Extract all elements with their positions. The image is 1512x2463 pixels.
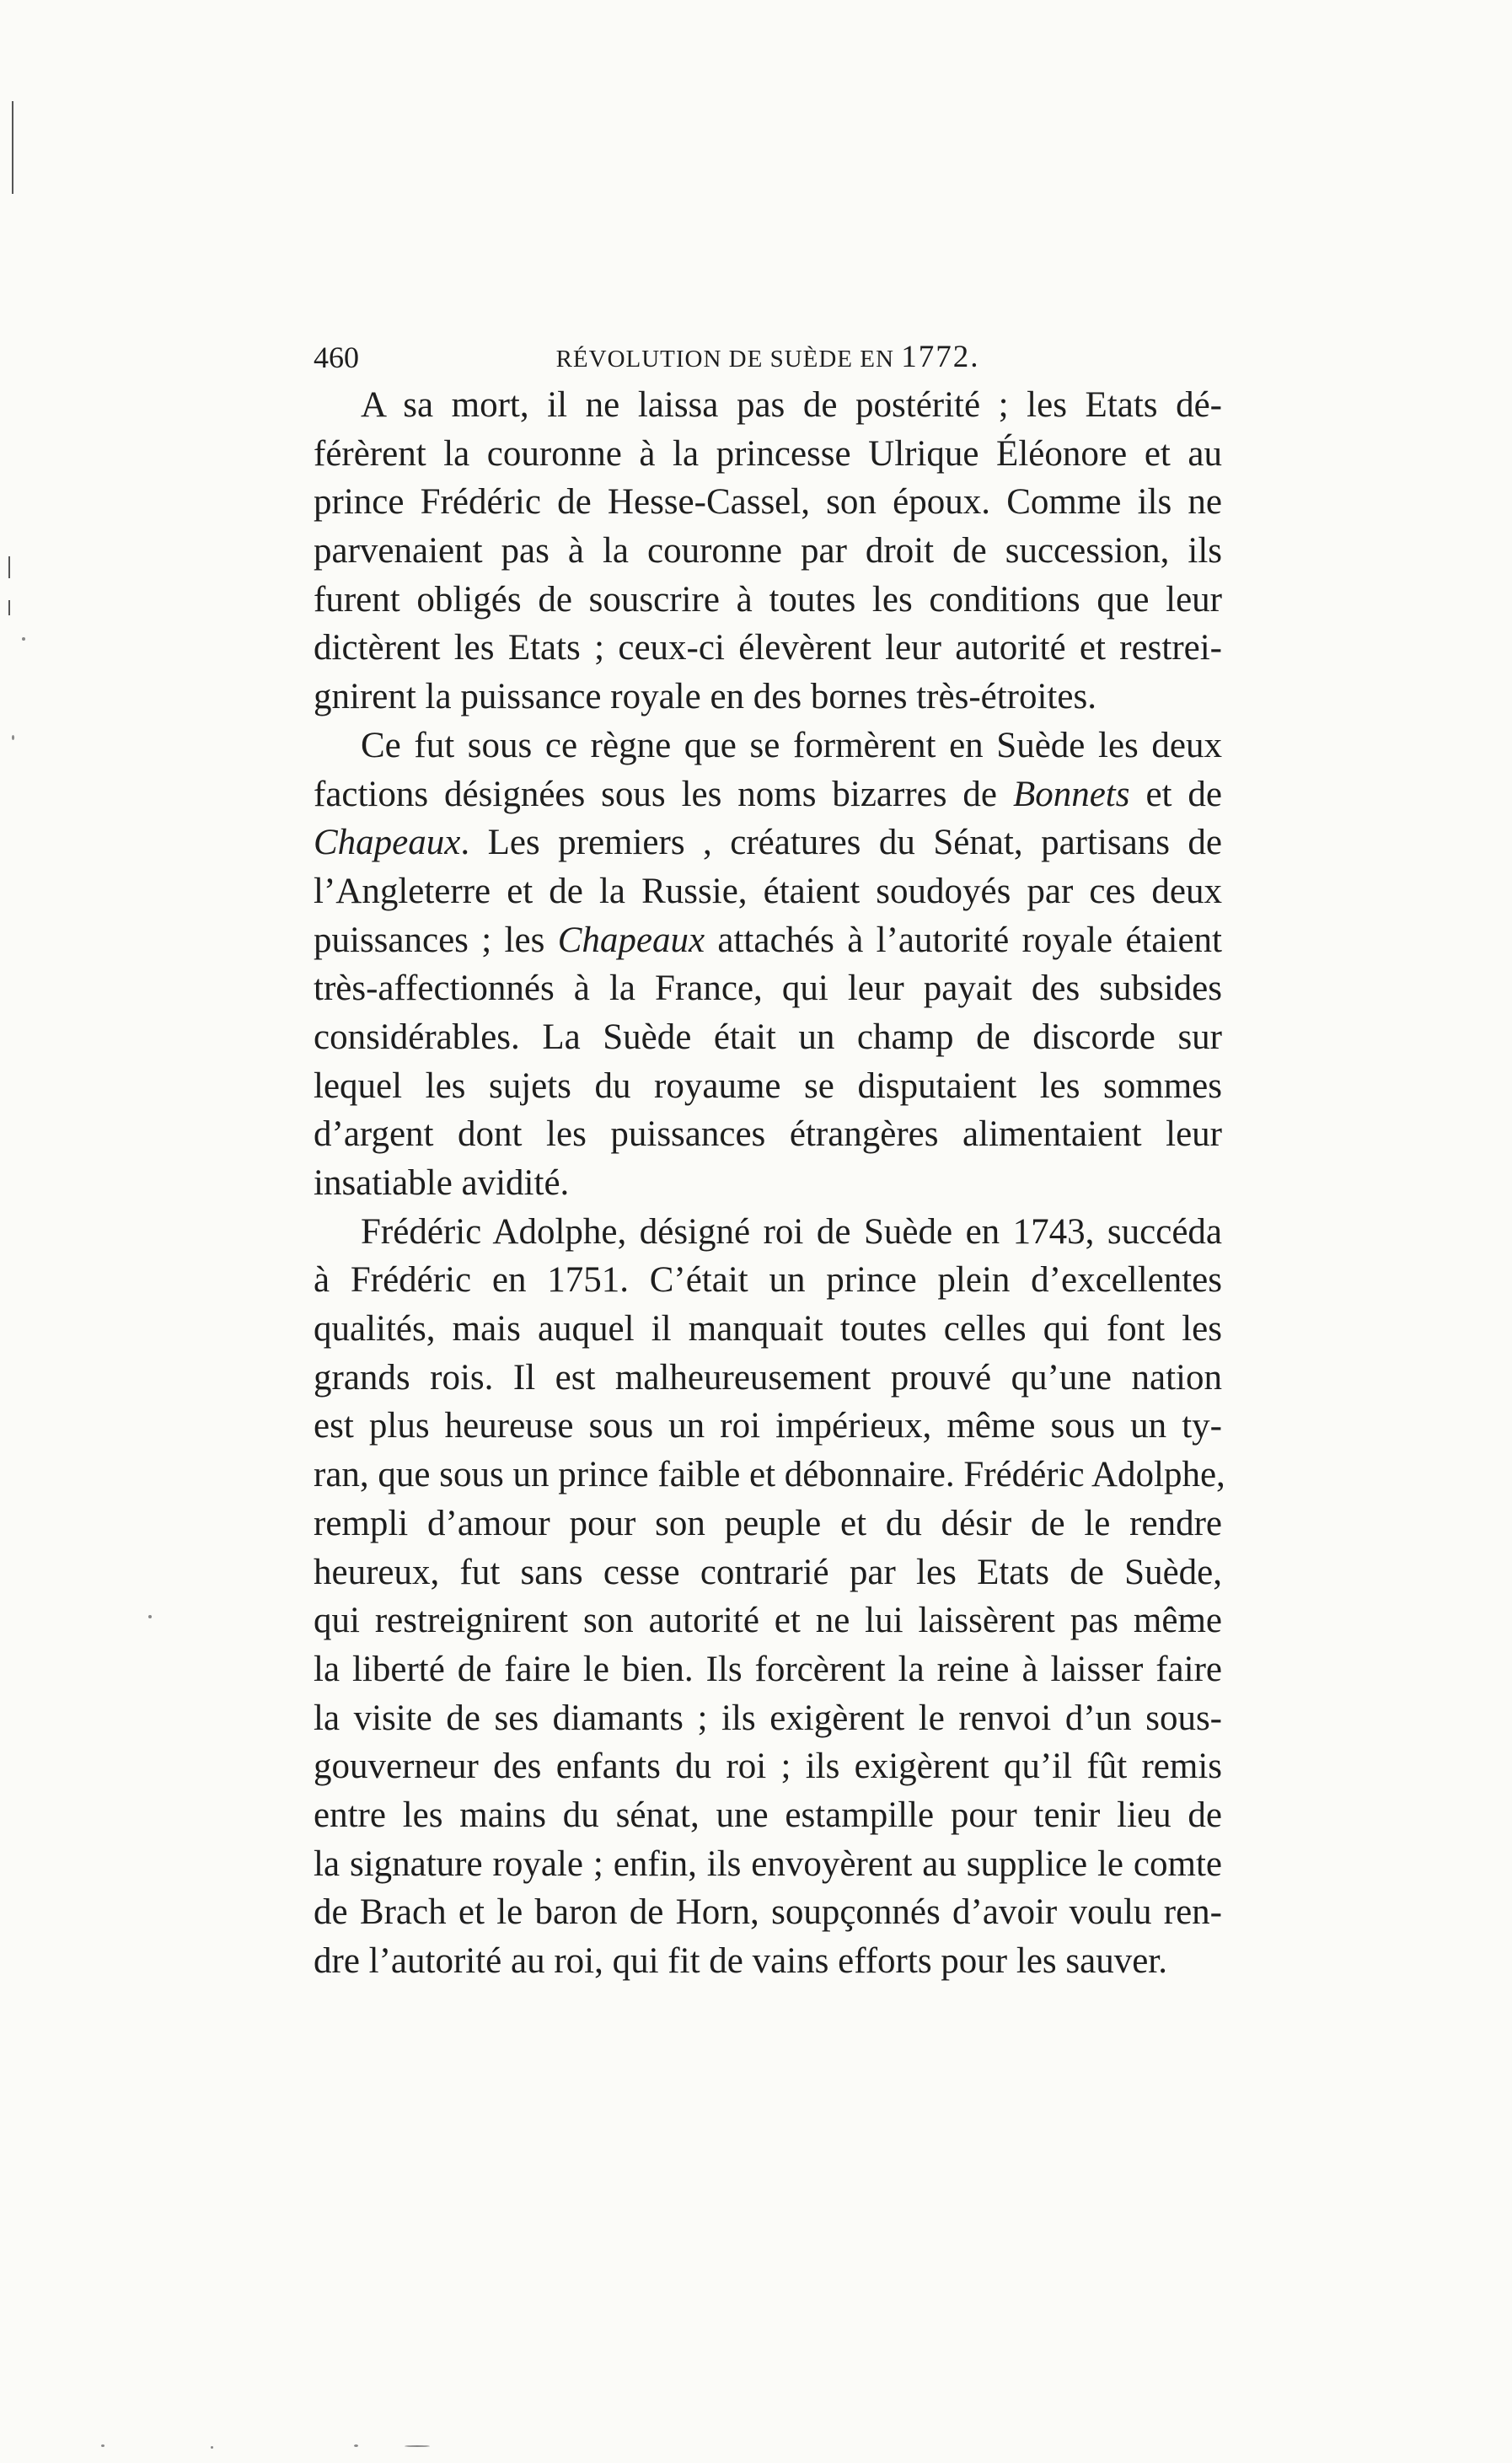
- text-line: l’Angleterre et de la Russie, étaient soudoyés par ces deux: [314, 871, 1222, 911]
- scan-speck: [101, 2444, 105, 2447]
- paragraph: [314, 381, 1222, 722]
- text-line: gouverneur des enfants du roi ; ils exigèrent qu’il fût remis: [314, 1747, 1222, 1787]
- text-line: considérables. La Suède était un champ de discorde sur: [314, 1017, 1222, 1057]
- text-line: heureux, fut sans cesse contrarié par les Etats de Suède,: [314, 1552, 1222, 1592]
- running-header: [314, 335, 1222, 379]
- text-line: lequel les sujets du royaume se disputaient les sommes: [314, 1065, 1222, 1106]
- text-line: parvenaient pas à la couronne par droit de succession, ils: [314, 531, 1222, 571]
- paragraph: [314, 722, 1222, 1208]
- scan-margin-mark: [12, 101, 13, 194]
- text-line: est plus heureuse sous un roi impérieux, même sous un ty-: [314, 1406, 1222, 1446]
- text-line: férèrent la couronne à la princesse Ulrique Éléonore et au: [314, 433, 1222, 474]
- text-line: insatiable avidité.: [314, 1163, 570, 1203]
- text-line: à Frédéric en 1751. C’était un prince plein d’excellentes: [314, 1260, 1222, 1301]
- scan-speck: [22, 637, 25, 641]
- text-line: qui restreignirent son autorité et ne lui laissèrent pas même: [314, 1601, 1222, 1641]
- italic-term: Chapeaux: [557, 920, 705, 960]
- text-line: d’argent dont les puissances étrangères alimentaient leur: [314, 1114, 1222, 1155]
- paragraph: [314, 1208, 1225, 1986]
- text-line: puissances ; les Chapeaux attachés à l’autorité royale étaient: [314, 920, 1222, 960]
- text-line: entre les mains du sénat, une estampille pour tenir lieu de: [314, 1795, 1222, 1835]
- scan-speck: [405, 2445, 430, 2447]
- italic-term: Bonnets: [1012, 774, 1130, 814]
- text-line: dre l’autorité au roi, qui fit de vains efforts pour les sauver.: [314, 1941, 1167, 1981]
- text-line: ran, que sous un prince faible et débonnaire. Frédéric Adolphe,: [314, 1455, 1225, 1495]
- text-line: la liberté de faire le bien. Ils forcèrent la reine à laisser faire: [314, 1649, 1222, 1689]
- text-line: Chapeaux. Les premiers , créatures du Sénat, partisans de: [314, 823, 1222, 863]
- text-line: la visite de ses diamants ; ils exigèrent le renvoi d’un sous-: [314, 1698, 1222, 1738]
- scan-margin-mark: [8, 556, 10, 578]
- running-head: [314, 335, 1222, 381]
- text-line: Ce fut sous ce règne que se formèrent en Suède les deux: [361, 725, 1222, 765]
- scan-speck: [12, 735, 14, 740]
- text-line: prince Frédéric de Hesse-Cassel, son époux. Comme ils ne: [314, 482, 1222, 523]
- text-line: furent obligés de souscrire à toutes les conditions que leur: [314, 579, 1222, 620]
- italic-term: Chapeaux: [314, 823, 461, 863]
- running-head-year: 1772.: [901, 340, 980, 374]
- text-line: gnirent la puissance royale en des bornes très-étroites.: [314, 677, 1096, 717]
- scan-speck: [354, 2444, 358, 2447]
- text-line: très-affectionnés à la France, qui leur payait des subsides: [314, 969, 1222, 1009]
- text-line: A sa mort, il ne laissa pas de postérité ; les Etats dé-: [361, 385, 1222, 425]
- text-line: la signature royale ; enfin, ils envoyèrent au supplice le comte: [314, 1843, 1222, 1884]
- text-line: factions désignées sous les noms bizarres de Bonnets et de: [314, 774, 1222, 814]
- body-text: [314, 381, 1225, 1986]
- text-line: Frédéric Adolphe, désigné roi de Suède en 1743, succéda: [361, 1211, 1222, 1252]
- page-number: 460: [314, 341, 359, 374]
- text-line: qualités, mais auquel il manquait toutes celles qui font les: [314, 1309, 1222, 1350]
- scan-margin-mark: [8, 600, 10, 615]
- text-line: grands rois. Il est malheureusement prouvé qu’une nation: [314, 1357, 1222, 1398]
- scan-speck: [211, 2446, 213, 2449]
- scan-speck: [148, 1615, 152, 1618]
- running-head-title: RÉVOLUTION DE SUÈDE EN: [555, 346, 894, 373]
- text-line: de Brach et le baron de Horn, soupçonnés d’avoir voulu ren-: [314, 1892, 1222, 1933]
- text-line: rempli d’amour pour son peuple et du désir de le rendre: [314, 1503, 1222, 1543]
- text-line: dictèrent les Etats ; ceux-ci élevèrent leur autorité et restrei-: [314, 628, 1222, 668]
